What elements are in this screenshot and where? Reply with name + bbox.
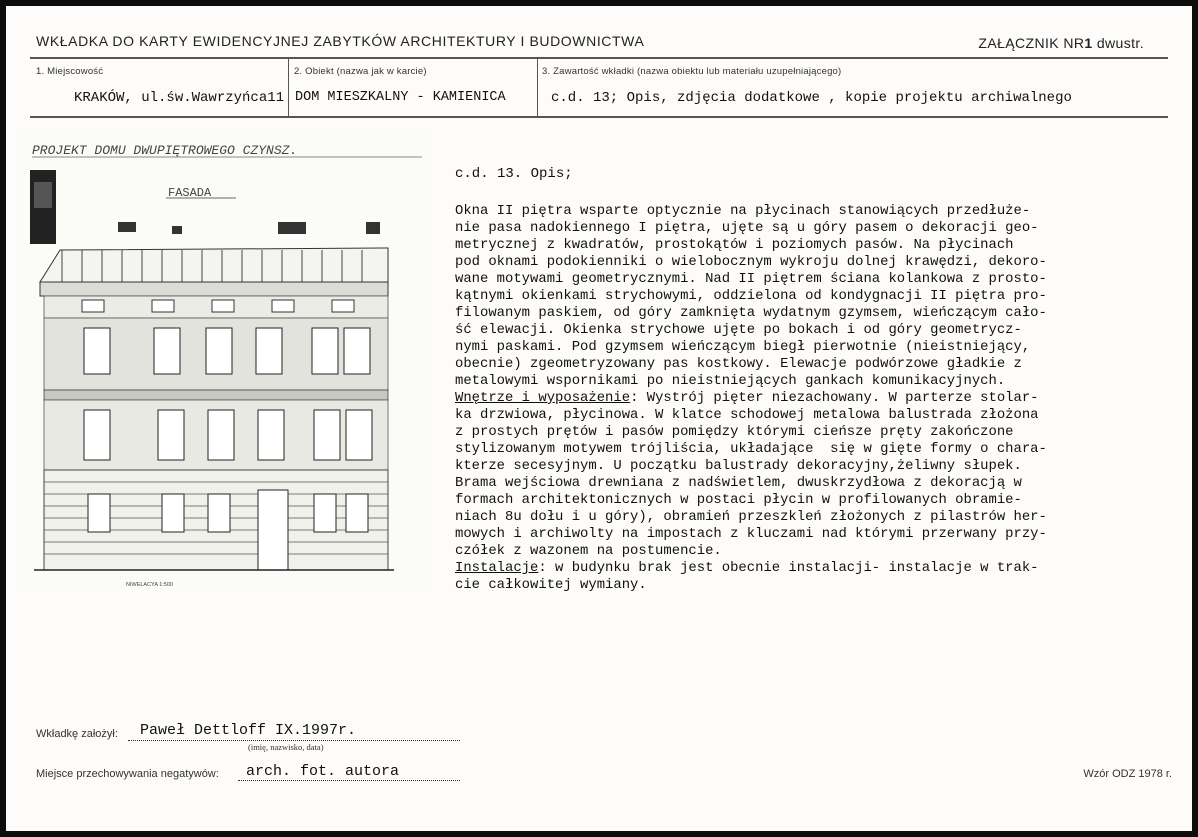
desc-line: kterze secesyjnym. U początku balustrady dekoracyjny,żeliwny słupek.: [455, 458, 1022, 474]
desc-line: cie całkowitej wymiany.: [455, 577, 647, 593]
interior-first-line: : Wystrój pięter niezachowany. W parterze stolar-: [630, 390, 1039, 406]
desc-line: obecnie) zgeometryzowany pas kostkowy. Elewacje podwórzowe gładkie z: [455, 356, 1022, 372]
interior-heading: Wnętrze i wyposażenie: [455, 390, 631, 406]
drawing-scale: NIWELACYA 1:500: [126, 582, 173, 588]
storage-value: arch. fot. autora: [246, 763, 400, 780]
fields-rule: [30, 116, 1168, 118]
author-sublabel: (imię, nazwisko, data): [248, 742, 324, 752]
desc-line: kątnymi okienkami strychowymi, oddzielona od kondygnacji II piętra pro-: [455, 288, 1047, 304]
desc-line: Brama wejściowa drewniana z nadświetlem, dwuskrzydłowa z dekoracją w: [455, 475, 1022, 491]
attachment-no: 1: [1084, 35, 1093, 51]
author-label: Wkładkę założył:: [36, 728, 118, 740]
desc-line: ść elewacji. Okienka strychowe ujęte po bokach i od góry geometrycz-: [455, 322, 1022, 338]
place-value: KRAKÓW, ul.św.Wawrzyńca11: [74, 90, 285, 106]
install-heading: Instalacje: [455, 560, 539, 576]
description-body: [455, 203, 1165, 594]
interior-line: [455, 390, 1165, 407]
desc-line: niach 8u dołu i u góry), obramień przeszkleń złożonych z pilastrów her-: [455, 509, 1047, 525]
install-line: [455, 560, 1165, 577]
desc-line: metrycznej z kwadratów, prostokątów i poziomych pasów. Na płycinach: [455, 237, 1014, 253]
attachment-number: [978, 35, 1144, 51]
place-label: 1. Miejscowość: [36, 66, 104, 77]
desc-line: stylizowanym motywem trójliścia, układające się w gięte formy o chara-: [455, 441, 1047, 457]
facade-drawing: [22, 130, 430, 590]
content-value: c.d. 13; Opis, zdjęcia dodatkowe , kopie projektu archiwalnego: [551, 90, 1072, 106]
author-dotted-line: [128, 740, 460, 741]
attachment-suffix: dwustr.: [1096, 35, 1144, 51]
storage-label: Miejsce przechowywania negatywów:: [36, 768, 219, 780]
desc-line: nymi paskami. Pod gzymsem wieńczącym biegł pierwotnie (nieistniejący,: [455, 339, 1031, 355]
description-heading: c.d. 13. Opis;: [455, 166, 573, 182]
content-label: 3. Zawartość wkładki (nazwa obiektu lub materiału uzupełniającego): [542, 66, 842, 77]
desc-line: nie pasa nadokiennego I piętra, ujęte są u góry pasem o dekoracji geo-: [455, 220, 1039, 236]
desc-line: Okna II piętra wsparte optycznie na płycinach stanowiących przedłuże-: [455, 203, 1031, 219]
facade-drawing-photo: [22, 130, 430, 590]
desc-line: wane motywami geometrycznymi. Nad II piętrem ściana kolankowa z prosto-: [455, 271, 1047, 287]
facade-label: FASADA: [168, 186, 212, 200]
desc-line: metalowymi wspornikami po nieistniejących gankach komunikacyjnych.: [455, 373, 1006, 389]
form-model: Wzór ODZ 1978 r.: [1083, 768, 1172, 780]
field-divider-1: [288, 59, 289, 116]
header-rule: [30, 57, 1168, 59]
field-divider-2: [537, 59, 538, 116]
desc-line: z prostych prętów i pasów pomiędzy którymi cieńsze pręty zakończone: [455, 424, 1014, 440]
object-value: DOM MIESZKALNY - KAMIENICA: [295, 90, 506, 105]
object-label: 2. Obiekt (nazwa jak w karcie): [294, 66, 427, 77]
desc-line: pod oknami podokienniki o wielobocznym wykroju dolnej krawędzi, dekoro-: [455, 254, 1047, 270]
attachment-prefix: ZAŁĄCZNIK NR: [978, 35, 1085, 51]
storage-dotted-line: [238, 780, 460, 781]
desc-line: filowanym paskiem, od góry zamknięta wydatnym gzymsem, wieńczącym cało-: [455, 305, 1047, 321]
desc-line: czółek z wazonem na postumencie.: [455, 543, 722, 559]
author-value: Paweł Dettloff IX.1997r.: [140, 722, 357, 739]
desc-line: ka drzwiowa, płycinowa. W klatce schodowej metalowa balustrada złożona: [455, 407, 1039, 423]
install-first-line: : w budynku brak jest obecnie instalacji- instalacje w trak-: [538, 560, 1039, 576]
desc-line: formach architektonicznych w postaci płycin w profilowanych obramie-: [455, 492, 1022, 508]
inventory-card: [6, 6, 1192, 831]
drawing-title: PROJEKT DOMU DWUPIĘTROWEGO CZYNSZ.: [32, 143, 298, 158]
card-title: WKŁADKA DO KARTY EWIDENCYJNEJ ZABYTKÓW ARCHITEKTURY I BUDOWNICTWA: [36, 33, 645, 49]
desc-line: mowych i archiwolty na impostach z kluczami nad którymi przerwany przy-: [455, 526, 1047, 542]
